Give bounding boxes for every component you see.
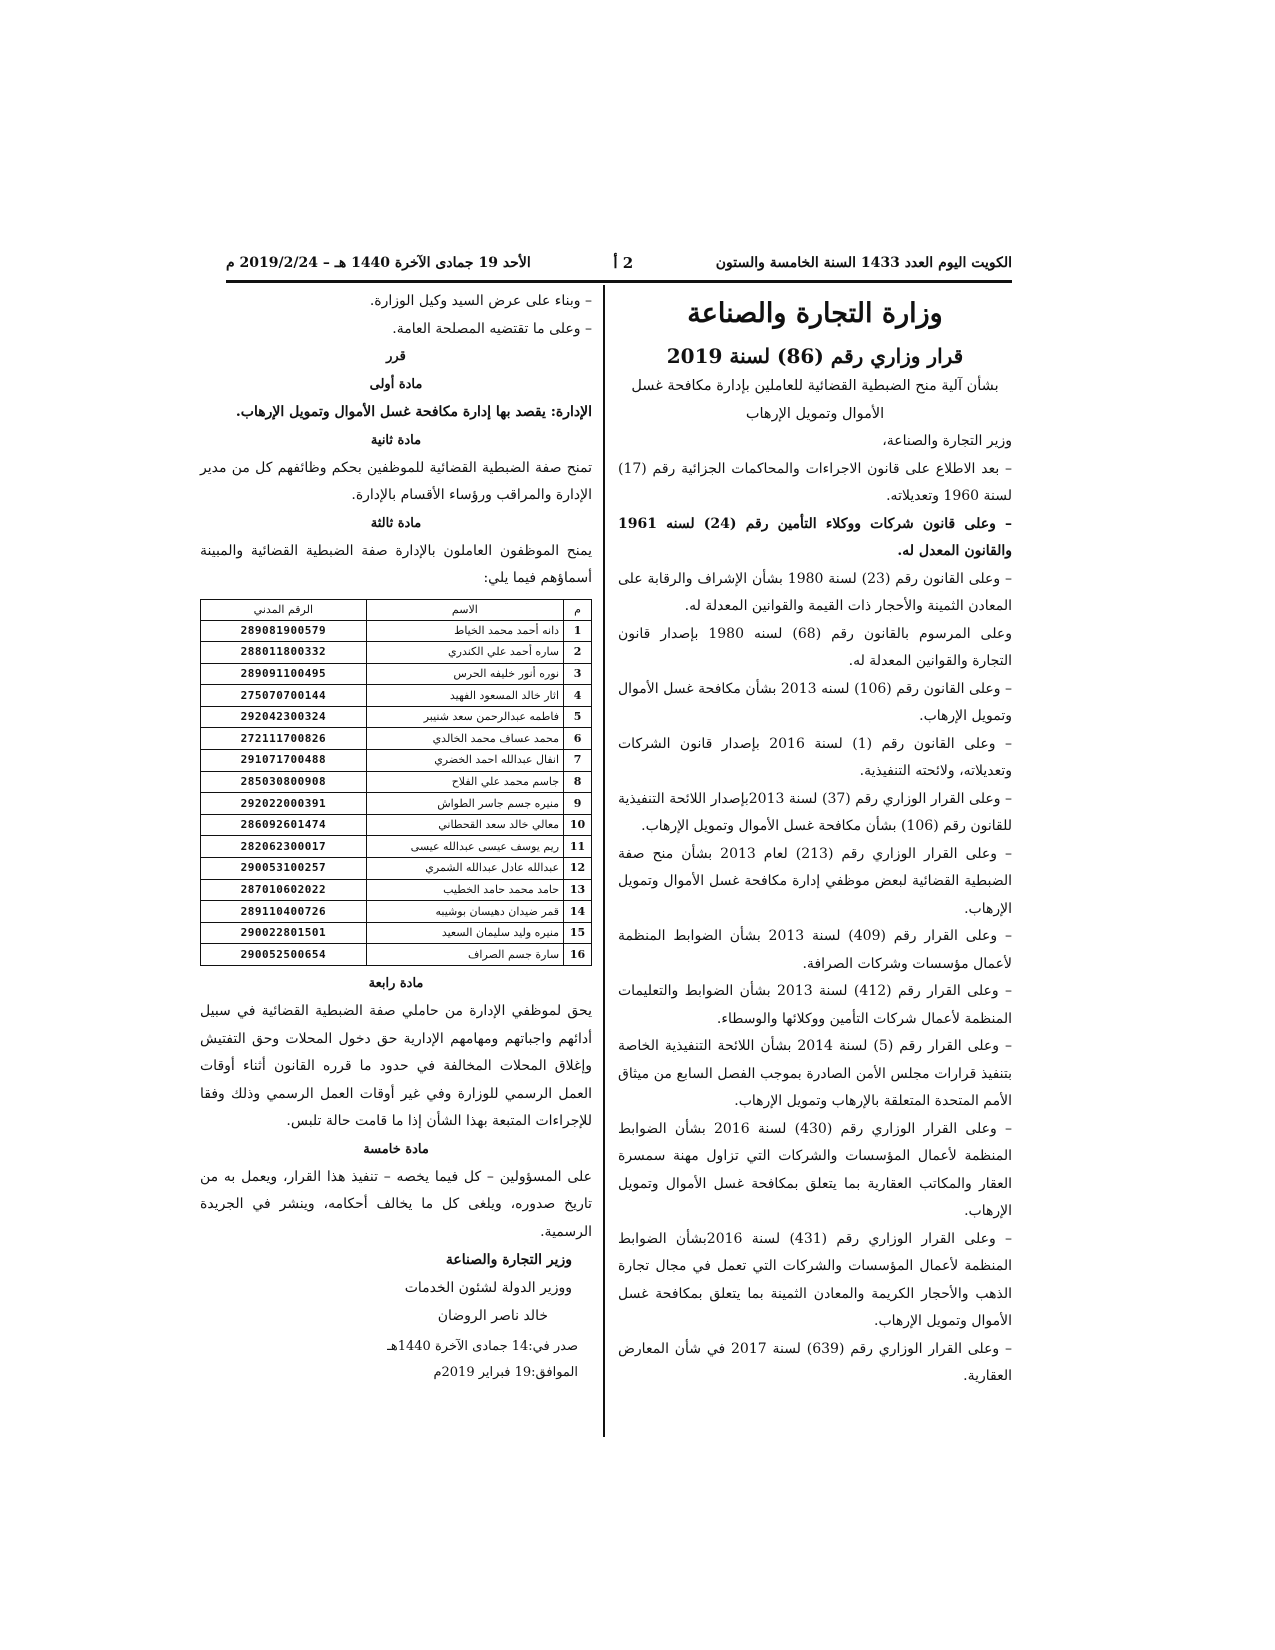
clause-14: – وعلى القرار الوزاري رقم (639) لسنة 2017 في شأن المعارض العقارية. xyxy=(618,1340,1012,1384)
civil-id: 292022000391 xyxy=(201,793,367,815)
col-header-number: م xyxy=(564,599,592,620)
clause-10: – وعلى القرار رقم (412) لسنة 2013 بشأن الضوابط والتعليمات المنظمة لأعمال شركات التأمين ووكلائها والوسطاء. xyxy=(618,983,1012,1027)
header-issue: الكويت اليوم العدد 1433 السنة الخامسة والستون xyxy=(715,255,1012,271)
civil-id: 289091100495 xyxy=(201,663,367,685)
signature-block xyxy=(200,1246,592,1330)
intro-line-2: – وعلى ما تقتضيه المصلحة العامة. xyxy=(392,320,592,337)
employee-name: محمد عساف محمد الخالدي xyxy=(366,728,563,750)
decree-subject: بشأن آلية منح الضبطية القضائية للعاملين بإدارة مكافحة غسل الأموال وتمويل الإرهاب xyxy=(631,378,999,422)
table-row xyxy=(201,879,592,901)
left-column xyxy=(200,288,592,1386)
intro-line-1: – وبناء على عرض السيد وكيل الوزارة. xyxy=(369,293,592,309)
clause-3: – وعلى القانون رقم (23) لسنة 1980 بشأن الإشراف والرقابة على المعادن الثمينة والأحجار ذات القيمة والقوانين المعدلة له. xyxy=(618,570,1012,614)
employee-name: ساره أحمد علي الكندري xyxy=(366,642,563,664)
table-row xyxy=(201,836,592,858)
table-row xyxy=(201,642,592,664)
employee-name: سارة جسم الصراف xyxy=(366,944,563,966)
header-divider xyxy=(226,280,1012,283)
clause-5: – وعلى القانون رقم (106) لسنه 2013 بشأن مكافحة غسل الأموال وتمويل الإرهاب. xyxy=(618,680,1012,724)
row-number: 14 xyxy=(564,901,592,923)
employee-name: دانه أحمد محمد الخياط xyxy=(366,620,563,642)
employee-name: حامد محمد حامد الخطيب xyxy=(366,879,563,901)
signature-title-2: ووزير الدولة لشئون الخدمات xyxy=(404,1280,572,1296)
row-number: 16 xyxy=(564,944,592,966)
clause-2: – وعلى قانون شركات ووكلاء التأمين رقم (24) لسنه 1961 والقانون المعدل له. xyxy=(618,515,1012,559)
ministry-title: وزارة التجارة والصناعة xyxy=(687,298,943,329)
article-2-heading: مادة ثانية xyxy=(370,432,422,448)
table-row xyxy=(201,706,592,728)
employee-name: انفال عبدالله احمد الخضري xyxy=(366,750,563,772)
civil-id: 282062300017 xyxy=(201,836,367,858)
employee-name: اثار خالد المسعود الفهيد xyxy=(366,685,563,707)
article-2-text: تمنح صفة الضبطية القضائية للموظفين بحكم وظائفهم كل من مدير الإدارة والمراقب ورؤساء الأقسام بالإدارة. xyxy=(200,459,592,503)
table-row xyxy=(201,663,592,685)
decided-heading: قرر xyxy=(386,349,406,364)
col-header-name: الاسم xyxy=(366,599,563,620)
issued-on: صدر في:14 جمادى الآخرة 1440هـ xyxy=(387,1339,578,1354)
article-4-text: يحق لموظفي الإدارة من حاملي صفة الضبطية القضائية في سبيل أدائهم واجباتهم ومهامهم الإدارية حق دخول المحلات وحق التفتيش وإغلاق المحلات المخالفة في حدود ما قرره القانون أثناء أوقات العمل الرسمي للوزارة وفي غير أوقات العمل الرسمي وذلك وفقا للإجراءات المتبعة بهذا الشأن إذا ما قامت حالة تلبس. xyxy=(200,1003,592,1129)
employee-name: ريم يوسف عيسى عبدالله عيسى xyxy=(366,836,563,858)
page-header xyxy=(226,252,1012,274)
civil-id: 290052500654 xyxy=(201,944,367,966)
row-number: 9 xyxy=(564,793,592,815)
employee-name: عبدالله عادل عبدالله الشمري xyxy=(366,858,563,880)
article-3-text: يمنح الموظفون العاملون بالإدارة صفة الضبطية القضائية والمبينة أسماؤهم فيما يلي: xyxy=(200,542,592,586)
civil-id: 291071700488 xyxy=(201,750,367,772)
civil-id: 290053100257 xyxy=(201,858,367,880)
col-header-civil-id: الرقم المدني xyxy=(201,599,367,620)
row-number: 1 xyxy=(564,620,592,642)
table-row xyxy=(201,793,592,815)
clause-11: – وعلى القرار رقم (5) لسنة 2014 بشأن اللائحة التنفيذية الخاصة بتنفيذ قرارات مجلس الأمن الصادرة بموجب الفصل السابع من ميثاق الأمم المتحدة المتعلقة بالإرهاب وتمويل الإرهاب. xyxy=(618,1038,1012,1109)
article-5-text: على المسؤولين – كل فيما يخصه – تنفيذ هذا القرار، ويعمل به من تاريخ صدوره، ويلغى كل ما يخالف أحكامه، وينشر في الجريدة الرسمية. xyxy=(200,1168,592,1240)
header-date: الأحد 19 جمادى الآخرة 1440 هـ – 2019/2/24 م xyxy=(226,255,531,271)
civil-id: 275070700144 xyxy=(201,685,367,707)
row-number: 8 xyxy=(564,771,592,793)
row-number: 3 xyxy=(564,663,592,685)
row-number: 12 xyxy=(564,858,592,880)
row-number: 2 xyxy=(564,642,592,664)
row-number: 4 xyxy=(564,685,592,707)
clause-13: – وعلى القرار الوزاري رقم (431) لسنة 2016بشأن الضوابط المنظمة لأعمال المؤسسات والشركات التي تعمل في مجال تجارة الذهب والأحجار الكريمة والمعادن الثمينة بما يتعلق بمكافحة غسل الأموال وتمويل الإرهاب. xyxy=(618,1230,1012,1329)
employee-name: نوره أنور خليفه الحرس xyxy=(366,663,563,685)
corresponding-date: الموافق:19 فبراير 2019م xyxy=(433,1365,578,1380)
employee-name: منيره وليد سليمان السعيد xyxy=(366,922,563,944)
clause-7: – وعلى القرار الوزاري رقم (37) لسنة 2013بإصدار اللائحة التنفيذية للقانون رقم (106) بشأن مكافحة غسل الأموال وتمويل الإرهاب. xyxy=(618,790,1012,834)
right-column xyxy=(618,292,1012,1391)
clause-9: – وعلى القرار رقم (409) لسنة 2013 بشأن الضوابط المنظمة لأعمال مؤسسات وشركات الصرافة. xyxy=(618,928,1012,972)
table-row xyxy=(201,750,592,772)
row-number: 13 xyxy=(564,879,592,901)
decree-title: قرار وزاري رقم (86) لسنة 2019 xyxy=(666,344,964,368)
header-page-number: 2 أ xyxy=(613,254,634,272)
table-row xyxy=(201,771,592,793)
civil-id: 285030800908 xyxy=(201,771,367,793)
civil-id: 288011800332 xyxy=(201,642,367,664)
civil-id: 290022801501 xyxy=(201,922,367,944)
employee-name: جاسم محمد علي الفلاح xyxy=(366,771,563,793)
article-1-heading: مادة أولى xyxy=(369,377,423,392)
article-5-heading: مادة خامسة xyxy=(363,1141,429,1157)
row-number: 5 xyxy=(564,706,592,728)
clause-8: – وعلى القرار الوزاري رقم (213) لعام 2013 بشأن منح صفة الضبطية القضائية لبعض موظفي إدارة مكافحة غسل الأموال وتمويل الإرهاب. xyxy=(618,845,1012,917)
employee-name: فاطمه عبدالرحمن سعد شنيبر xyxy=(366,706,563,728)
clause-4: وعلى المرسوم بالقانون رقم (68) لسنه 1980 بإصدار قانون التجارة والقوانين المعدلة له. xyxy=(618,625,1012,669)
article-4-heading: مادة رابعة xyxy=(368,976,424,991)
table-header-row xyxy=(201,599,592,620)
table-row xyxy=(201,858,592,880)
table-row xyxy=(201,901,592,923)
row-number: 6 xyxy=(564,728,592,750)
signature-name: خالد ناصر الروضان xyxy=(437,1308,548,1324)
employee-name: منيره جسم جاسر الطواش xyxy=(366,793,563,815)
table-row xyxy=(201,922,592,944)
row-number: 7 xyxy=(564,750,592,772)
signature-title-1: وزير التجارة والصناعة xyxy=(445,1252,572,1268)
article-3-heading: مادة ثالثة xyxy=(370,515,422,531)
civil-id: 272111700826 xyxy=(201,728,367,750)
civil-id: 289110400726 xyxy=(201,901,367,923)
employee-name: قمر ضيدان دهيسان بوشيبه xyxy=(366,901,563,923)
row-number: 15 xyxy=(564,922,592,944)
table-row xyxy=(201,620,592,642)
civil-id: 289081900579 xyxy=(201,620,367,642)
row-number: 10 xyxy=(564,814,592,836)
civil-id: 286092601474 xyxy=(201,814,367,836)
article-1-text: الإدارة: يقصد بها إدارة مكافحة غسل الأموال وتمويل الإرهاب. xyxy=(235,404,592,420)
row-number: 11 xyxy=(564,836,592,858)
table-row xyxy=(201,944,592,966)
clause-1: – بعد الاطلاع على قانون الاجراءات والمحاكمات الجزائية رقم (17) لسنة 1960 وتعديلاته. xyxy=(618,460,1012,504)
table-body xyxy=(201,620,592,966)
employees-table xyxy=(200,599,592,967)
table-row xyxy=(201,728,592,750)
clause-6: – وعلى القانون رقم (1) لسنة 2016 بإصدار قانون الشركات وتعديلاته، ولائحته التنفيذية. xyxy=(618,735,1012,779)
clause-12: – وعلى القرار الوزاري رقم (430) لسنة 2016 بشأن الضوابط المنظمة لأعمال المؤسسات والشركات التي تزاول مهنة سمسرة العقار والمكاتب العقارية بما يتعلق بمكافحة غسل الأموال وتمويل الإرهاب. xyxy=(618,1120,1012,1219)
table-row xyxy=(201,685,592,707)
issue-date-block xyxy=(200,1334,592,1386)
civil-id: 287010602022 xyxy=(201,879,367,901)
employee-name: معالي خالد سعد القحطاني xyxy=(366,814,563,836)
minister-line: وزير التجارة والصناعة، xyxy=(882,433,1012,449)
civil-id: 292042300324 xyxy=(201,706,367,728)
column-divider xyxy=(603,285,605,1437)
table-row xyxy=(201,814,592,836)
